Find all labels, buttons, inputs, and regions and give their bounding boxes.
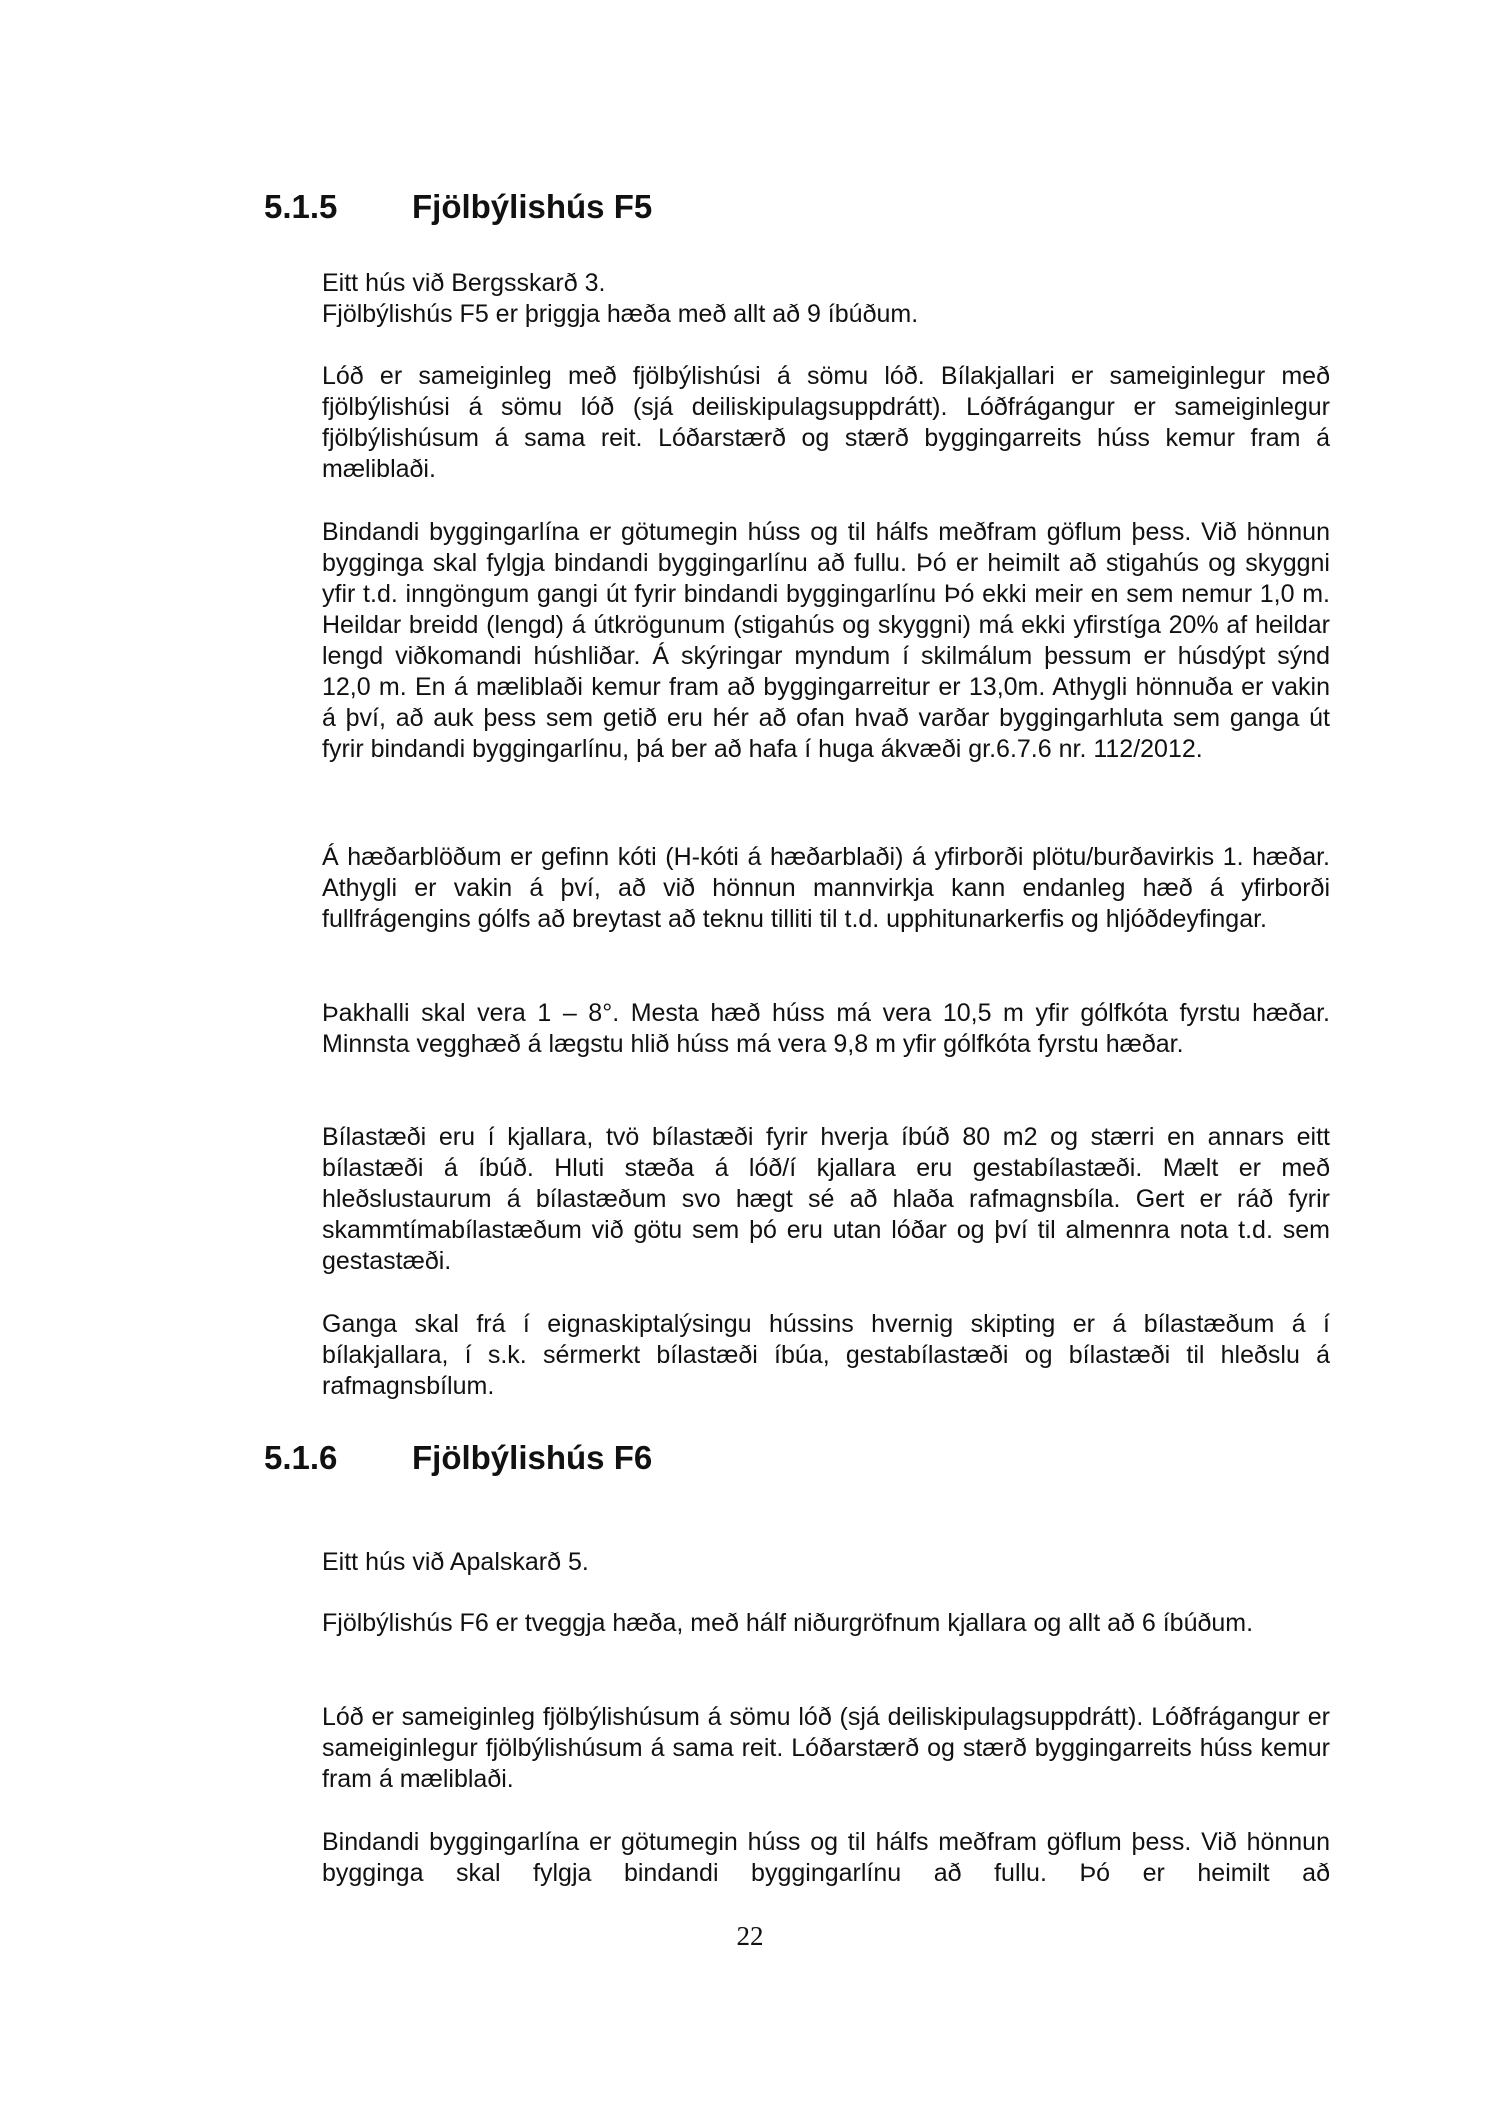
paragraph-block	[322, 998, 1330, 1060]
paragraph: Fjölbýlishús F6 er tveggja hæða, með hálf niðurgröfnum kjallara og allt að 6 íbúðum.	[322, 1609, 1254, 1637]
paragraph-block	[322, 1608, 1330, 1639]
paragraph: Eitt hús við Apalskarð 5.	[322, 1548, 589, 1576]
paragraph: Bindandi byggingarlína er götumegin húss og til hálfs meðfram göflum þess. Við hönnun bygginga skal fylgja bindandi byggingarlínu að fullu. Þó er heimilt að	[322, 1828, 1330, 1887]
paragraph: Þakhalli skal vera 1 – 8°. Mesta hæð húss má vera 10,5 m yfir gólfkóta fyrstu hæðar. Minnsta vegghæð á lægstu hlið húss má vera 9,8 m yfir gólfkóta fyrstu hæðar.	[322, 999, 1330, 1058]
paragraph: Bindandi byggingarlína er götumegin húss og til hálfs meðfram göflum þess. Við hönnun bygginga skal fylgja bindandi byggingarlínu að fullu. Þó er heimilt að stigahús og skyggni yfir t.d. inngöngum gangi út fyrir bindandi byggingarlínu Þó ekki meir en sem nemur 1,0 m. Heildar breidd (lengd) á útkrögunum (stigahús og skyggni) má ekki yfirstíga 20% af heildar lengd viðkomandi húshliðar. Á skýringar myndum í skilmálum þessum er húsdýpt sýnd 12,0 m. En á mæliblaði kemur fram að byggingarreitur er 13,0m. Athygli hönnuða er vakin á því, að auk þess sem getið eru hér að ofan hvað varðar byggingarhluta sem ganga út fyrir bindandi byggingarlínu, þá ber að hafa í huga ákvæði gr.6.7.6 nr. 112/2012.	[322, 518, 1330, 763]
page-number: 22	[736, 1921, 764, 1951]
paragraph: Bílastæði eru í kjallara, tvö bílastæði fyrir hverja íbúð 80 m2 og stærri en annars eitt bílastæði á íbúð. Hluti stæða á lóð/í kjallara eru gestabílastæði. Mælt er með hleðslustaurum á bílastæðum svo hægt sé að hlaða rafmagnsbíla. Gert er ráð fyrir skammtímabílastæðum við götu sem þó eru utan lóðar og því til almennra nota t.d. sem gestastæði.	[322, 1123, 1330, 1275]
paragraph-block	[322, 517, 1330, 765]
paragraph-block	[322, 268, 1330, 330]
paragraph: Lóð er sameiginleg með fjölbýlishúsi á sömu lóð. Bílakjallari er sameiginlegur með fjölbýlishúsi á sömu lóð (sjá deiliskipulagsuppdrátt). Lóðfrágangur er sameiginlegur fjölbýlishúsum á sama reit. Lóðarstærð og stærð byggingarreits húss kemur fram á mæliblaði.	[322, 362, 1330, 483]
paragraph: Ganga skal frá í eignaskiptalýsingu hússins hvernig skipting er á bílastæðum á í bílakjallara, í s.k. sérmerkt bílastæði íbúa, gestabílastæði og bílastæði til hleðslu á rafmagnsbílum.	[322, 1310, 1330, 1400]
section-title: Fjölbýlishús F6	[412, 1439, 653, 1476]
section-title: Fjölbýlishús F5	[412, 188, 653, 225]
paragraph-block	[322, 1702, 1330, 1795]
paragraph-block	[322, 1547, 1330, 1578]
paragraph: Á hæðarblöðum er gefinn kóti (H-kóti á hæðarblaði) á yfirborði plötu/burðavirkis 1. hæðar. Athygli er vakin á því, að við hönnun mannvirkja kann endanleg hæð á yfirborði fullfrágengins gólfs að breytast að teknu tilliti til t.d. upphitunarkerfis og hljóðdeyfingar.	[322, 843, 1330, 933]
paragraph-block	[322, 1122, 1330, 1277]
section-number: 5.1.5	[264, 188, 338, 225]
paragraph-block	[322, 361, 1330, 485]
paragraph: Lóð er sameiginleg fjölbýlishúsum á sömu lóð (sjá deiliskipulagsuppdrátt). Lóðfrágangur er sameiginlegur fjölbýlishúsum á sama reit. Lóðarstærð og stærð byggingarreits húss kemur fram á mæliblaði.	[322, 1703, 1330, 1793]
section-number: 5.1.6	[264, 1439, 338, 1476]
section-heading	[264, 187, 652, 227]
paragraph-block	[322, 1827, 1330, 1889]
paragraph-block	[322, 1309, 1330, 1402]
paragraph: Fjölbýlishús F5 er þriggja hæða með allt að 9 íbúðum.	[322, 300, 919, 328]
section-heading	[264, 1438, 652, 1478]
paragraph: Eitt hús við Bergsskarð 3.	[322, 269, 606, 297]
paragraph-block	[322, 842, 1330, 935]
